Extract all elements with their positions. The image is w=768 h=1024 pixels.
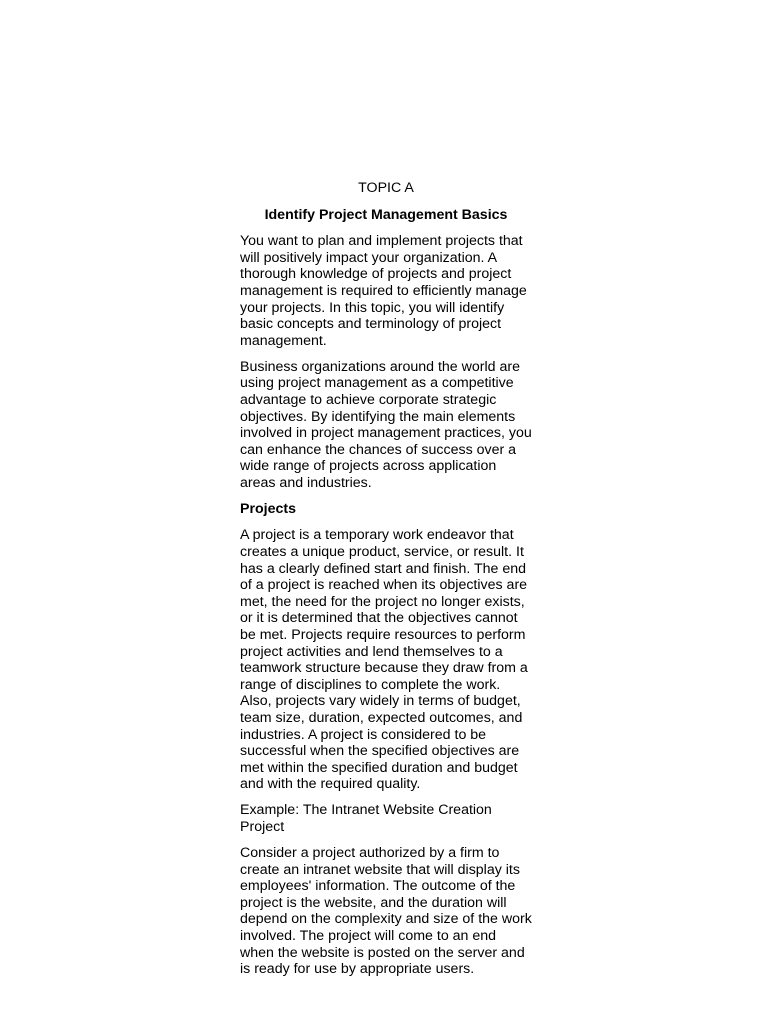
example-paragraph: Consider a project authorized by a firm to create an intranet website that will display its employees' information. The outcome of the project is the website, and the duration will depend on the complexity and size of the work involved. The project will come to an end when the website is posted on the server and is ready for use by appropriate users. bbox=[240, 844, 532, 978]
intro-paragraph: You want to plan and implement projects that will positively impact your organization. A thorough knowledge of projects and project management is required to efficiently manage your projects. In this topic, you will identify basic concepts and terminology of project management. bbox=[240, 233, 527, 349]
topic-label: TOPIC A bbox=[358, 180, 414, 196]
intro-paragraph: Business organizations around the world are using project management as a competitive advantage to achieve corporate strategic objectives. By identifying the main elements involved in project management practices, you can enhance the chances of success over a wide range of projects across application areas and industries. bbox=[240, 358, 532, 491]
section-heading: Projects bbox=[240, 500, 296, 517]
topic-title: Identify Project Management Basics bbox=[264, 206, 508, 223]
example-heading: Example: The Intranet Website Creation Project bbox=[240, 802, 492, 835]
document-page bbox=[240, 180, 532, 987]
section-paragraph: A project is a temporary work endeavor that creates a unique product, service, or result. It has a clearly defined start and finish. The end of a project is reached when its objectives are met, the need for the project no longer exists, or it is determined that the objectives cannot be met. Projects require resources to perform project activities and lend themselves to a teamwork structure because they draw from a range of disciplines to complete the work. Also, projects vary widely in terms of budget, team size, duration, expected outcomes, and industries. A project is considered to be successful when the specified objectives are met within the specified duration and budget and with the required quality. bbox=[240, 527, 528, 793]
